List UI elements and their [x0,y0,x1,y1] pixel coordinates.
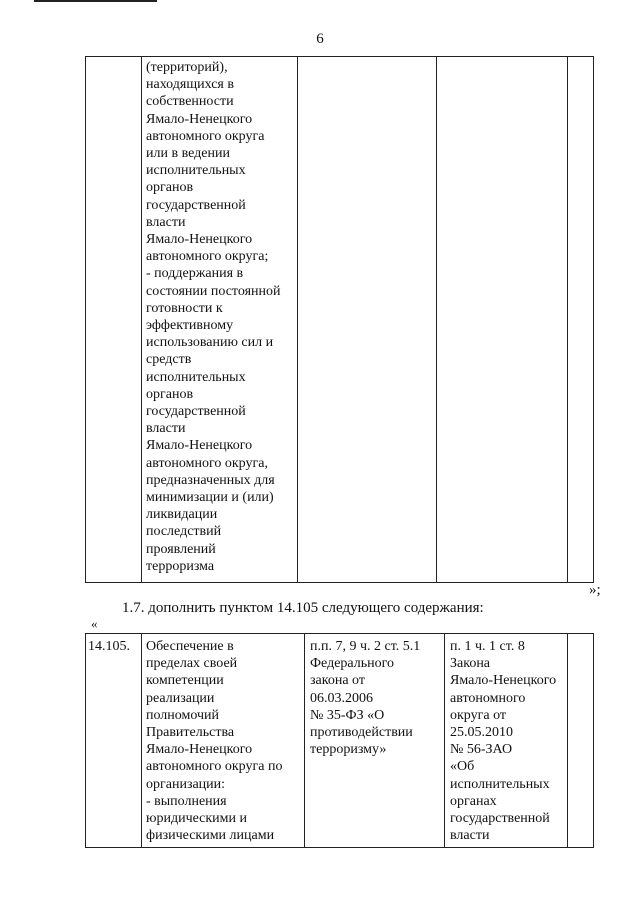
regional-law-cell: п. 1 ч. 1 ст. 8 Закона Ямало-Ненецкого автономного округа от 25.05.2010 № 56-ЗАО «Об исполнительных органах государственной власти [450,639,557,844]
new-item-table [85,633,594,848]
item-description-cell: Обеспечение в пределах своей компетенции реализации полномочий Правительства Ямало-Ненецкого автономного округа по организации: - выполнения юридическими и физическими лицами [146,639,283,844]
item-number-cell: 14.105. [88,639,130,654]
page-number: 6 [316,31,324,47]
column-divider [141,57,142,582]
column-divider [436,57,437,582]
federal-law-cell: п.п. 7, 9 ч. 2 ст. 5.1 Федерального закона от 06.03.2006 № 35-ФЗ «О противодействии терроризму» [310,639,421,758]
column-divider [304,634,305,847]
column-divider [444,634,445,847]
continued-table [85,56,594,583]
amendment-paragraph: 1.7. дополнить пунктом 14.105 следующего содержания: [122,600,484,616]
column-divider [567,57,568,582]
column-divider [141,634,142,847]
measure-text-cell: (территорий), находящихся в собственности Ямало-Ненецкого автономного округа или в ведении исполнительных органов государственной власти Ямало-Ненецкого автономного округа; - поддержания в состоянии постоянной готовности к эффективному использованию сил и средств исполнительных органов государственной власти Ямало-Ненецкого автономного округа, предназначенных для минимизации и (или) ликвидации последствий проявлений терроризма [146,60,281,574]
opening-quote: « [91,616,98,631]
closing-quote: »; [589,582,601,598]
header-rule [34,0,157,2]
column-divider [297,57,298,582]
